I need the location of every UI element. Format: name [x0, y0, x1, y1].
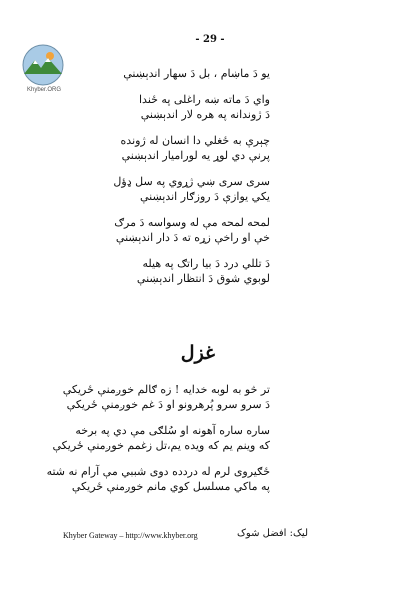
poem-stanza	[50, 174, 270, 204]
poem-line: خې او راخې زړه ته دَ دار اندېښنې	[115, 231, 270, 244]
poem-line: دَ ژوندانه په هره لار اندېښنې	[140, 108, 270, 121]
poem-line: دَ سرو سرو پُرهرونو او دَ غم خوږمنې ځريکې	[66, 398, 270, 411]
poem-stanza	[50, 92, 270, 122]
poem-line: یو دَ ماښام ، بل دَ سهار اندېښنې	[123, 67, 270, 80]
poem-line: چېرې به ځغلي دا انسان له ژونده	[120, 134, 270, 147]
footer-source-link[interactable]: Khyber Gateway – http://www.khyber.org	[63, 531, 198, 540]
poem-line: پرنې دي لوړ يه لوراميار اندېښنې	[121, 149, 270, 162]
poem-stanza	[30, 382, 270, 412]
poem-line: لوبوي شوق دَ انتظار اندېښنې	[136, 272, 270, 285]
poem-line: واي دَ ماته ښه راغلی په ځندا	[138, 93, 270, 106]
poem-line: ځګيروی لرم له دردده دوی شببي مې آرام نه شته	[46, 465, 270, 478]
ghazal-heading: غزل	[180, 342, 215, 364]
poem-stanza	[50, 215, 270, 245]
second-poem	[30, 382, 270, 505]
poem-line: لمحه لمحه مې له وسواسه دَ مرګ	[114, 216, 270, 229]
poem-line: په ماکي مسلسل کوي مانم خوږمنې ځريکې	[71, 480, 270, 493]
poem-stanza	[30, 464, 270, 494]
poem-line: سری سری ښي ژړوي په سل ډؤل	[113, 175, 270, 188]
logo-caption: Khyber.ORG	[26, 87, 61, 93]
footer-author: ليک: افضل شوک	[236, 528, 308, 539]
poem-line: ساره ساره آهونه او سُلګی مې دي په برخه	[75, 424, 270, 437]
poem-line: که وينم يم که ويده يم،تل زغمم خوږمنې ځريکې	[52, 439, 270, 452]
poem-stanza	[50, 133, 270, 163]
first-poem	[50, 66, 270, 297]
poem-line: يکي يوازې دَ روزګار اندېښنې	[139, 190, 270, 203]
page-number: - 29 -	[195, 34, 225, 45]
poem-line: دَ تللي درد دَ بيا راتګ په هيله	[142, 257, 270, 270]
poem-stanza	[30, 423, 270, 453]
poem-stanza	[50, 66, 270, 81]
poem-stanza	[50, 256, 270, 286]
poem-line: تر څو به لوبه خدايه ! زه ګالم خوږمنې ځريکې	[62, 383, 270, 396]
